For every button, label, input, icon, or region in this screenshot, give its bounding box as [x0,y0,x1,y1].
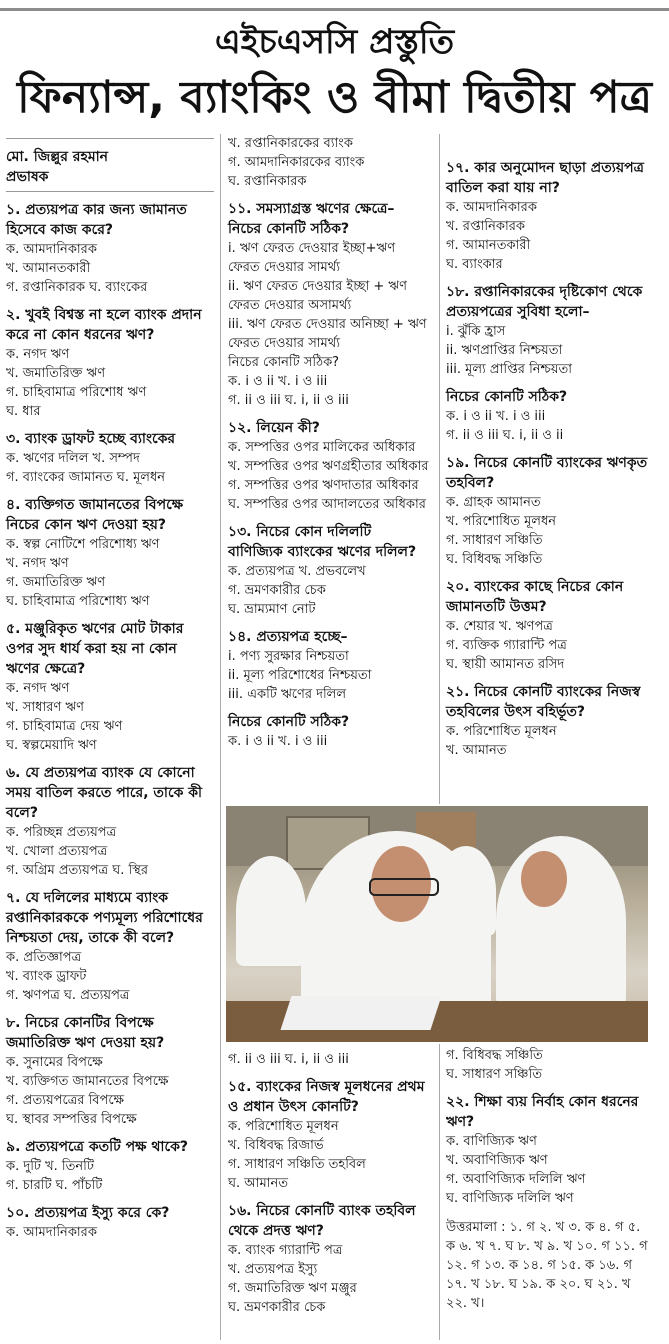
option: ii. ঋণপ্রাপ্তির নিশ্চয়তা [446,343,563,358]
option: ii. ঋণ ফেরত দেওয়ার ইচ্ছা + ঋণ ফেরত দেওয়ার অসামর্থ্য [228,279,408,313]
continued-options [446,1046,648,1084]
column-3 [446,150,648,760]
question-text: ২০. ব্যাংকের কাছে নিচের কোন জামানতটি উত্তম? [446,579,624,615]
option: ঘ. বিধিবদ্ধ সঞ্চিতি [446,552,543,567]
option: ক. ঋণের দলিল খ. সম্পদ [6,451,140,466]
question-text: ১১. সমস্যাগ্রস্ত ঋণের ক্ষেত্রে– নিচের কোনটি সঠিক? [228,201,395,237]
question-block [446,387,648,445]
option: ঘ. চাহিবামাত্র পরিশোধ্য ঋণ [6,594,150,609]
option: গ. সাধারণ সঞ্চিতি [446,533,543,548]
question-text: ৭. যে দলিলের মাধ্যমে ব্যাংক রপ্তানিকারককে পণ্যমূল্য পরিশোধের নিশ্চয়তা দেয়, তাকে কী বলে? [6,890,203,946]
question-block [228,418,430,514]
question-text: ৬. যে প্রত্যয়পত্র ব্যাংক যে কোনো সময় বাতিল করতে পারে, তাকে কী বলে? [6,765,203,821]
option: ক. স্বল্প নোটিশে পরিশোধ্য ঋণ [6,537,160,552]
option: ক. নগদ ঋণ [6,681,70,696]
question-text: ১৮. রপ্তানিকারকের দৃষ্টিকোণ থেকে প্রত্যয়পত্রের সুবিধা হলো– [446,284,643,320]
option: গ. রপ্তানিকারক ঘ. ব্যাংকের [6,280,148,295]
option: ঘ. বাণিজ্যিক দলিলি ঋণ [446,1191,574,1206]
question-list [446,1092,648,1208]
option: গ. চারটি ঘ. পাঁচটি [6,1178,103,1193]
page-title: ফিন্যান্স, ব্যাংকিং ও বীমা দ্বিতীয় পত্র [17,72,652,123]
author-designation: প্রভাষক [6,169,49,185]
option: খ. প্রত্যয়পত্র ইস্যু [228,1262,318,1277]
option: ক. আমদানিকারক [6,242,97,257]
question-text: ১৬. নিচের কোনটি ব্যাংক তহবিল থেকে প্রদত্ত ঋণ? [228,1203,416,1239]
option: ii. মূল্য পরিশোধের নিশ্চয়তা [228,668,372,683]
option: ক. পরিচ্ছন্ন প্রত্যয়পত্র [6,825,117,840]
question-text: ১৭. কার অনুমোদন ছাড়া প্রত্যয়পত্র বাতিল করা যায় না? [446,160,644,196]
question-text: ২১. নিচের কোনটি ব্যাংকের নিজস্ব তহবিলের উৎস বহির্ভূত? [446,684,641,720]
column-3-bottom [446,1046,648,1313]
glasses-icon [369,878,439,896]
option: ক. সম্পত্তির ওপর মালিকের অধিকার [228,440,416,455]
question-sub: নিচের কোনটি সঠিক? [228,714,350,730]
option: খ. বিধিবদ্ধ রিজার্ভ [228,1138,324,1153]
option: খ. ব্যাংক ড্রাফট [6,969,87,984]
question-text: ১৪. প্রত্যয়পত্র হচ্ছে– [228,629,348,645]
option: গ. সাধারণ সঞ্চিতি তহবিল [228,1157,366,1172]
option: ক. বাণিজ্যিক ঋণ [446,1134,537,1149]
exam-hall-photo [226,806,648,1042]
option: ক. পরিশোধিত মূলধন [446,724,557,739]
question-block [446,282,648,379]
author-name: মো. জিল্লুর রহমান [6,149,109,165]
question-block [6,429,214,487]
question-text: ১. প্রত্যয়পত্র কার জন্য জামানত হিসেবে কাজ করে? [6,202,187,238]
question-block [6,763,214,880]
question-block [228,199,430,410]
top-rule [0,8,669,11]
option: খ. রপ্তানিকারকের ব্যাংক [228,136,353,151]
option: ঘ. সম্পত্তির ওপর আদালতের অধিকার [228,497,426,512]
section-title: এইচএসসি প্রস্তুতি [214,22,455,62]
column-2 [228,134,430,751]
question-text: ২. খুবই বিশ্বস্ত না হলে ব্যাংক প্রদান করে না কোন ধরনের ঋণ? [6,307,202,343]
option: গ. বিধিবদ্ধ সঞ্চিতি [446,1048,543,1063]
option: ঘ. রপ্তানিকারক [228,174,307,189]
answer-key: উত্তরমালা : ১. গ ২. খ ৩. ক ৪. গ ৫. ক ৬. খ ৭. ঘ ৮. খ ৯. খ ১০. গ ১১. গ ১২. গ ১৩. ক ১৪. গ ১৫. ক ১৬. গ ১৭. খ ১৮. ঘ ১৯. ক ২০. ঘ ২১. খ ২২. খ। [446,1220,648,1311]
question-block [6,305,214,421]
option: গ. অবাণিজ্যিক দলিলি ঋণ [446,1172,586,1187]
option: ঘ. স্থাবর সম্পত্তির বিপক্ষে [6,1112,137,1127]
divider [6,138,214,139]
column-1 [6,134,214,1340]
option: ক. নগদ ঋণ [6,347,70,362]
question-text: নিচের কোনটি সঠিক? [446,389,568,405]
option: i. ঝুঁকি হ্রাস [446,324,506,339]
option: গ. ii ও iii ঘ. i, ii ও iii [228,1052,349,1067]
question-block [446,682,648,760]
question-block [6,1137,214,1195]
question-block [228,1201,430,1317]
student-figure [236,856,306,966]
question-block [6,1203,214,1242]
option: ঘ. সাধারণ সঞ্চিতি [446,1067,542,1082]
option: গ. ব্যক্তিক গ্যারান্টি পত্র [446,638,567,653]
question-text: ১৫. ব্যাংকের নিজস্ব মূলধনের প্রথম ও প্রধান উৎস কোনটি? [228,1079,425,1115]
question-text: ১৯. নিচের কোনটি ব্যাংকের ঋণকৃত তহবিল? [446,455,648,491]
question-block [6,495,214,611]
question-list [228,1077,430,1317]
option: i. পণ্য সুরক্ষার নিশ্চয়তা [228,649,349,664]
option: ক. আমদানিকারক [446,200,537,215]
option: গ. অগ্রিম প্রত্যয়পত্র ঘ. স্থির [6,863,149,878]
divider [6,191,214,192]
question-text: ৮. নিচের কোনটির বিপক্ষে জমাতিরিক্ত ঋণ দেওয়া হয়? [6,1015,165,1051]
option: ক. দুটি খ. তিনটি [6,1159,94,1174]
question-text: ১৩. নিচের কোন দলিলটি বাণিজ্যিক ব্যাংকের ঋণের দলিল? [228,524,417,560]
option: ক. আমদানিকারক [6,1225,97,1240]
question-block [228,1077,430,1193]
option: গ. ii ও iii ঘ. i, ii ও ii [446,428,564,443]
option: গ. জমাতিরিক্ত ঋণ [6,575,106,590]
question-text: ১০. প্রত্যয়পত্র ইস্যু করে কে? [6,1205,170,1221]
question-text: ৫. মঞ্জুরিকৃত ঋণের মোট টাকার ওপর সুদ ধার্য করা হয় না কোন ঋণের ক্ষেত্রে? [6,621,184,677]
option: iii. একটি ঋণের দলিল [228,687,347,702]
option: খ. জমাতিরিক্ত ঋণ [6,366,106,381]
photo-paper [280,996,441,1030]
continued-options [228,134,430,191]
option: গ. ঋণপত্র ঘ. প্রত্যয়পত্র [6,988,130,1003]
option: ক. i ও ii খ. i ও iii [446,409,546,424]
option: গ. ব্যাংকের জামানত ঘ. মূলধন [6,470,166,485]
student-face [521,851,567,907]
option: ঘ. স্থায়ী আমানত রসিদ [446,657,565,672]
option: গ. জমাতিরিক্ত ঋণ মঞ্জুর [228,1281,357,1296]
question-text: ৯. প্রত্যয়পত্রে কতটি পক্ষ থাকে? [6,1139,189,1155]
option: খ. পরিশোধিত মূলধন [446,514,557,529]
option: ক. সুনামের বিপক্ষে [6,1055,103,1070]
question-block [446,453,648,569]
option: খ. ব্যক্তিগত জামানতের বিপক্ষে [6,1074,169,1089]
option: নিচের কোনটি সঠিক? [228,355,340,370]
column-2-bottom [228,1050,430,1317]
option: ক. শেয়ার খ. ঋণপত্র [446,619,553,634]
column-divider [439,134,440,804]
question-block [446,1092,648,1208]
question-text: ৪. ব্যক্তিগত জামানতের বিপক্ষে নিচের কোন ঋণ দেওয়া হয়? [6,497,184,533]
option: গ. প্রত্যয়পত্রের বিপক্ষে [6,1093,125,1108]
option: ক. প্রত্যয়পত্র খ. প্রভবলেখ [228,564,366,579]
option: i. ঋণ ফেরত দেওয়ার ইচ্ছা+ঋণ ফেরত দেওয়ার সামর্থ্য [228,241,396,275]
question-block [6,1013,214,1129]
option: ঘ. ব্যাংকার [446,257,503,272]
option: গ. আমদানিকারকের ব্যাংক [228,155,365,170]
option: খ. নগদ ঋণ [6,556,69,571]
option: ঘ. আমানত [228,1176,288,1191]
option: ঘ. স্বল্পমেয়াদি ঋণ [6,738,97,753]
option: ক. ব্যাংক গ্যারান্টি পত্র [228,1243,343,1258]
option: ক. গ্রাহক আমানত [446,495,541,510]
option: ঘ. ভ্রাম্যমাণ নোট [228,602,316,617]
option: গ. আমানতকারী [446,238,531,253]
option: খ. সাধারণ ঋণ [6,700,84,715]
option: গ. ভ্রমণকারীর চেক [228,583,326,598]
option: খ. অবাণিজ্যিক ঋণ [446,1153,548,1168]
option: খ. খোলা প্রত্যয়পত্র [6,844,108,859]
question-list [228,199,430,704]
option: খ. সম্পত্তির ওপর ঋণগ্রহীতার অধিকার [228,459,429,474]
question-text: ৩. ব্যাংক ড্রাফট হচ্ছে ব্যাংকের [6,431,176,447]
option: ঘ. ধার [6,404,41,419]
question-block [6,888,214,1005]
question-block [6,200,214,297]
option: ঘ. ভ্রমণকারীর চেক [228,1300,326,1315]
option: খ. আমানতকারী [6,261,91,276]
option: গ. সম্পত্তির ওপর ঋণদাতার অধিকার [228,478,419,493]
question-block [228,522,430,619]
option: ক. পরিশোধিত মূলধন [228,1119,339,1134]
option: iii. ঋণ ফেরত দেওয়ার অনিচ্ছা + ঋণ ফেরত দেওয়ার সামর্থ্য [228,317,427,351]
column-divider [439,1044,440,1340]
option: iii. মূল্য প্রাপ্তির নিশ্চয়তা [446,362,573,377]
option: খ. রপ্তানিকারক [446,219,525,234]
question-list [446,158,648,760]
question-block [228,627,430,704]
option: গ. চাহিবামাত্র পরিশোধ ঋণ [6,385,147,400]
option: ক. i ও ii খ. i ও iii [228,734,328,749]
column-divider [220,134,221,1340]
option: ক. প্রতিজ্ঞাপত্র [6,950,82,965]
question-text: ১২. লিয়েন কী? [228,420,320,436]
question-block [6,619,214,755]
question-block [446,577,648,674]
option: গ. চাহিবামাত্র দেয় ঋণ [6,719,123,734]
question-text: ২২. শিক্ষা ব্যয় নির্বাহ কোন ধরনের ঋণ? [446,1094,639,1130]
option: খ. আমানত [446,743,507,758]
question-list [6,200,214,1242]
option: গ. ii ও iii ঘ. i, ii ও iii [228,393,349,408]
option: ক. i ও ii খ. i ও iii [228,374,328,389]
question-block [446,158,648,274]
